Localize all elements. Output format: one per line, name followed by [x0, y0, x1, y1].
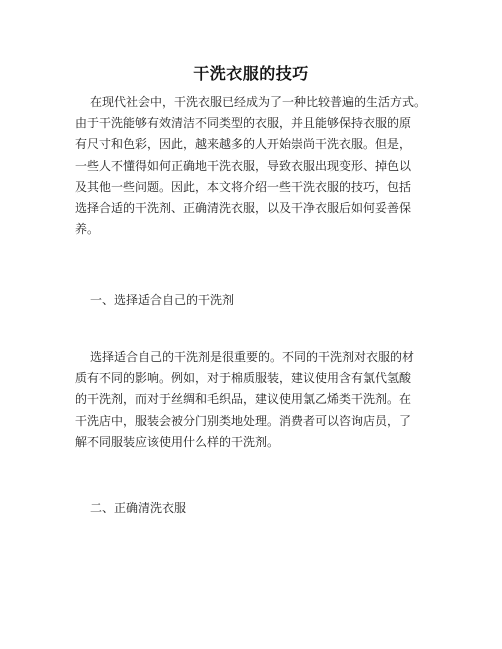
- paragraph-line: 质有不同的影响。例如，对于棉质服装，建议使用含有氯代氢酸: [75, 371, 412, 386]
- intro-paragraph: [75, 92, 455, 240]
- section-heading-2: [75, 498, 455, 519]
- paragraph-line: 选择合适的干洗剂、正确清洗衣服，以及干净衣服后如何妥善保: [75, 201, 412, 216]
- paragraph-line: 在现代社会中，干洗衣服已经成为了一种比较普遍的生活方式。: [90, 95, 427, 109]
- paragraph-line: 干洗店中，服装会被分门别类地处理。消费者可以咨询店员，了: [75, 413, 412, 428]
- section-heading-1: [75, 290, 455, 311]
- paragraph-line: 养。: [75, 222, 100, 237]
- paragraph-line: 的干洗剂，而对于丝绸和毛织品，建议使用氯乙烯类干洗剂。在: [75, 392, 412, 407]
- paragraph-line: 一些人不懂得如何正确地干洗衣服，导致衣服出现变形、掉色以: [75, 158, 412, 173]
- paragraph-line: 及其他一些问题。因此，本文将介绍一些干洗衣服的技巧，包括: [75, 179, 412, 194]
- section-1-paragraph: [75, 347, 455, 453]
- section-heading-text: 一、选择适合自己的干洗剂: [90, 293, 235, 307]
- document-title: 干洗衣服的技巧: [193, 64, 309, 83]
- paragraph-line: 解不同服装应该使用什么样的干洗剂。: [75, 434, 280, 449]
- section-heading-text: 二、正确清洗衣服: [90, 501, 187, 515]
- paragraph-line: 选择适合自己的干洗剂是很重要的。不同的干洗剂对衣服的材: [90, 350, 415, 364]
- paragraph-line: 有尺寸和色彩，因此，越来越多的人开始崇尚干洗衣服。但是，: [75, 137, 412, 152]
- paragraph-line: 由于干洗能够有效清洁不同类型的衣服，并且能够保持衣服的原: [75, 116, 412, 131]
